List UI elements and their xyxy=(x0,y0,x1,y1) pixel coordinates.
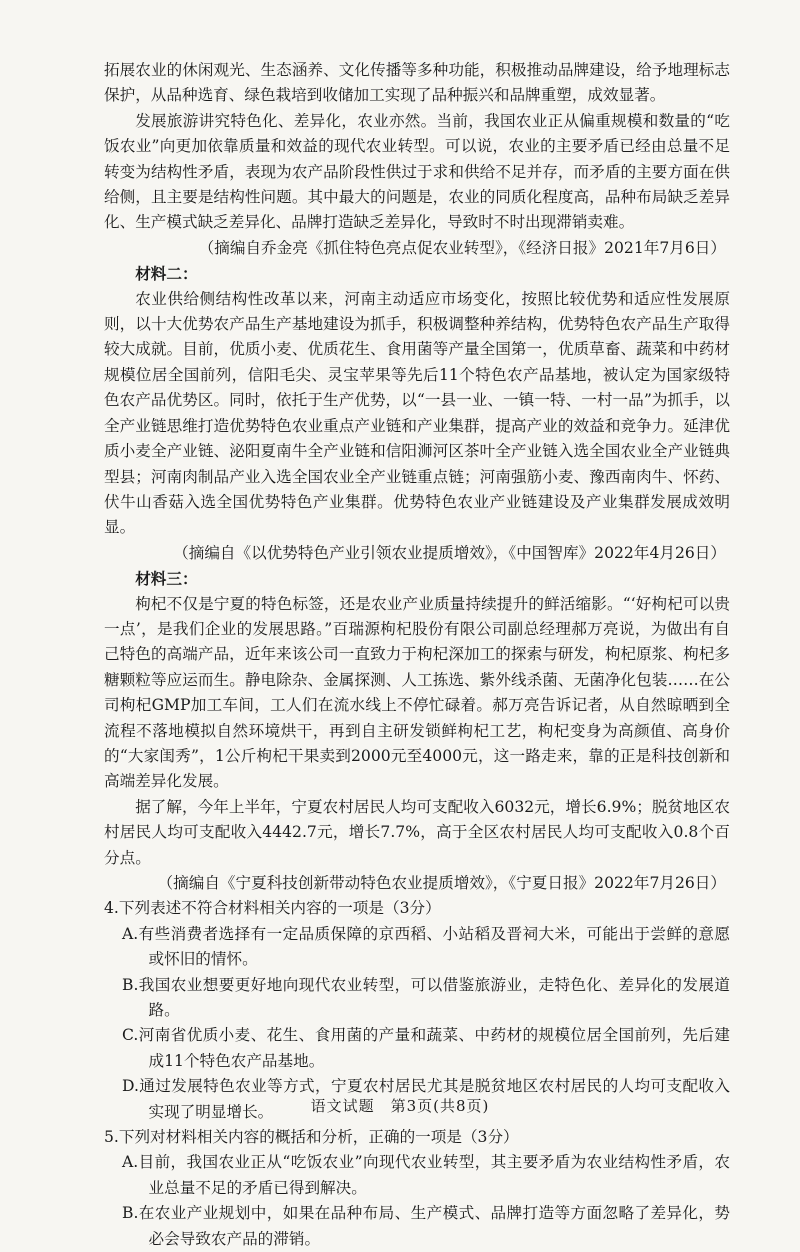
source-citation-2: （摘编自《以优势特色产业引领农业提质增效》，《中国智库》2022年4月26日） xyxy=(173,543,726,562)
question-4-stem: 4.下列表述不符合材料相关内容的一项是（3分） xyxy=(104,899,441,918)
question-4-option-d: D.通过发展特色农业等方式，宁夏农村居民尤其是脱贫地区农村居民的人均可支配收入实现了明显增长。 xyxy=(122,1077,730,1121)
material-3-heading: 材料三： xyxy=(135,569,198,589)
material-3-body-1: 枸杞不仅是宁夏的特色标签，还是农业产业质量持续提升的鲜活缩影。“‘好枸杞可以贵一点’，是我们企业的发展思路。”百瑞源枸杞股份有限公司副总经理郝万亮说，为做出有自己特色的高端产品，近年来该公司一直致力于枸杞深加工的探索与研发，枸杞原浆、枸杞多糖颗粒等应运而生。静电除杂、金属探测、人工拣选、紫外线杀菌、无菌净化包装……在公司枸杞GMP加工车间，工人们在流水线上不停忙碌着。郝万亮告诉记者，从自然晾晒到全流程不落地模拟自然环境烘干，再到自主研发锁鲜枸杞工艺，枸杞变身为高颜值、高身价的“大家闺秀”，1公斤枸杞干果卖到2000元至4000元，这一路走来，靠的正是科技创新和高端差异化发展。 xyxy=(104,594,730,791)
question-4-option-a: A.有些消费者选择有一定品质保障的京西稻、小站稻及晋祠大米，可能出于尝鲜的意愿或怀旧的情怀。 xyxy=(122,924,730,969)
question-4-option-c: C.河南省优质小麦、花生、食用菌的产量和蔬菜、中药材的规模位居全国前列，先后建成11个特色农产品基地。 xyxy=(122,1026,730,1070)
material-2-body: 农业供给侧结构性改革以来，河南主动适应市场变化，按照比较优势和适应性发展原则，以十大优势农产品生产基地建设为抓手，积极调整种养结构，优势特色农产品生产取得较大成就。目前，优质小麦、优质花生、食用菌等产量全国第一，优质草畜、蔬菜和中药材规模位居全国前列，信阳毛尖、灵宝苹果等先后11个特色农产品基地，被认定为国家级特色农产品优势区。同时，依托于生产优势，以“一县一业、一镇一特、一村一品”为抓手，以全产业链思维打造优势特色农业重点产业链和产业集群，提高产业的效益和竞争力。延津优质小麦全产业链、泌阳夏南牛全产业链和信阳浉河区茶叶全产业链入选全国农业全产业链典型县；河南肉制品产业入选全国农业全产业链重点链；河南强筋小麦、豫西南肉牛、怀药、伏牛山香菇入选全国优势特色产业集群。优势特色农业产业链建设及产业集群发展成效明显。 xyxy=(104,289,730,537)
page-footer: 语文试题 第3页(共8页) xyxy=(310,1097,490,1115)
material-2-heading: 材料二： xyxy=(135,264,198,284)
material-3-body-2: 据了解，今年上半年，宁夏农村居民人均可支配收入6032元，增长6.9%；脱贫地区农村居民人均可支配收入4442.7元，增长7.7%，高于全区农村居民人均可支配收入0.8个百分点。 xyxy=(104,797,730,867)
question-4-option-b: B.我国农业想要更好地向现代农业转型，可以借鉴旅游业，走特色化、差异化的发展道路。 xyxy=(122,975,730,1020)
question-5-stem: 5.下列对材料相关内容的概括和分析，正确的一项是（3分） xyxy=(104,1128,519,1147)
question-4 xyxy=(104,896,730,1125)
source-citation-3: （摘编自《宁夏科技创新带动特色农业提质增效》，《宁夏日报》2022年7月26日） xyxy=(157,874,726,892)
paragraph-continued: 拓展农业的休闲观光、生态涵养、文化传播等多种功能，积极推动品牌建设，给予地理标志保护，从品种选育、绿色栽培到收储加工实现了品种振兴和品牌重塑，成效显著。 xyxy=(104,61,730,105)
question-5-option-b: B.在农业产业规划中，如果在品种布局、生产模式、品牌打造等方面忽略了差异化，势必会导致农产品的滞销。 xyxy=(122,1204,730,1248)
source-citation-1: （摘编自乔金亮《抓住特色亮点促农业转型》，《经济日报》2021年7月6日） xyxy=(198,238,726,257)
paragraph-tourism: 发展旅游讲究特色化、差异化，农业亦然。当前，我国农业正从偏重规模和数量的“吃饭农业”向更加依靠质量和效益的现代农业转型。可以说，农业的主要矛盾已经由总量不足转变为结构性矛盾，表现为农产品阶段性供过于求和供给不足并存，而矛盾的主要方面在供给侧，且主要是结构性问题。其中最大的问题是，农业的同质化程度高，品种布局缺乏差异化、生产模式缺乏差异化、品牌打造缺乏差异化，导致时不时出现滞销卖难。 xyxy=(104,111,730,232)
question-5 xyxy=(104,1125,730,1252)
question-5-option-a: A.目前，我国农业正从“吃饭农业”向现代农业转型，其主要矛盾为农业结构性矛盾，农业总量不足的矛盾已得到解决。 xyxy=(122,1153,730,1197)
